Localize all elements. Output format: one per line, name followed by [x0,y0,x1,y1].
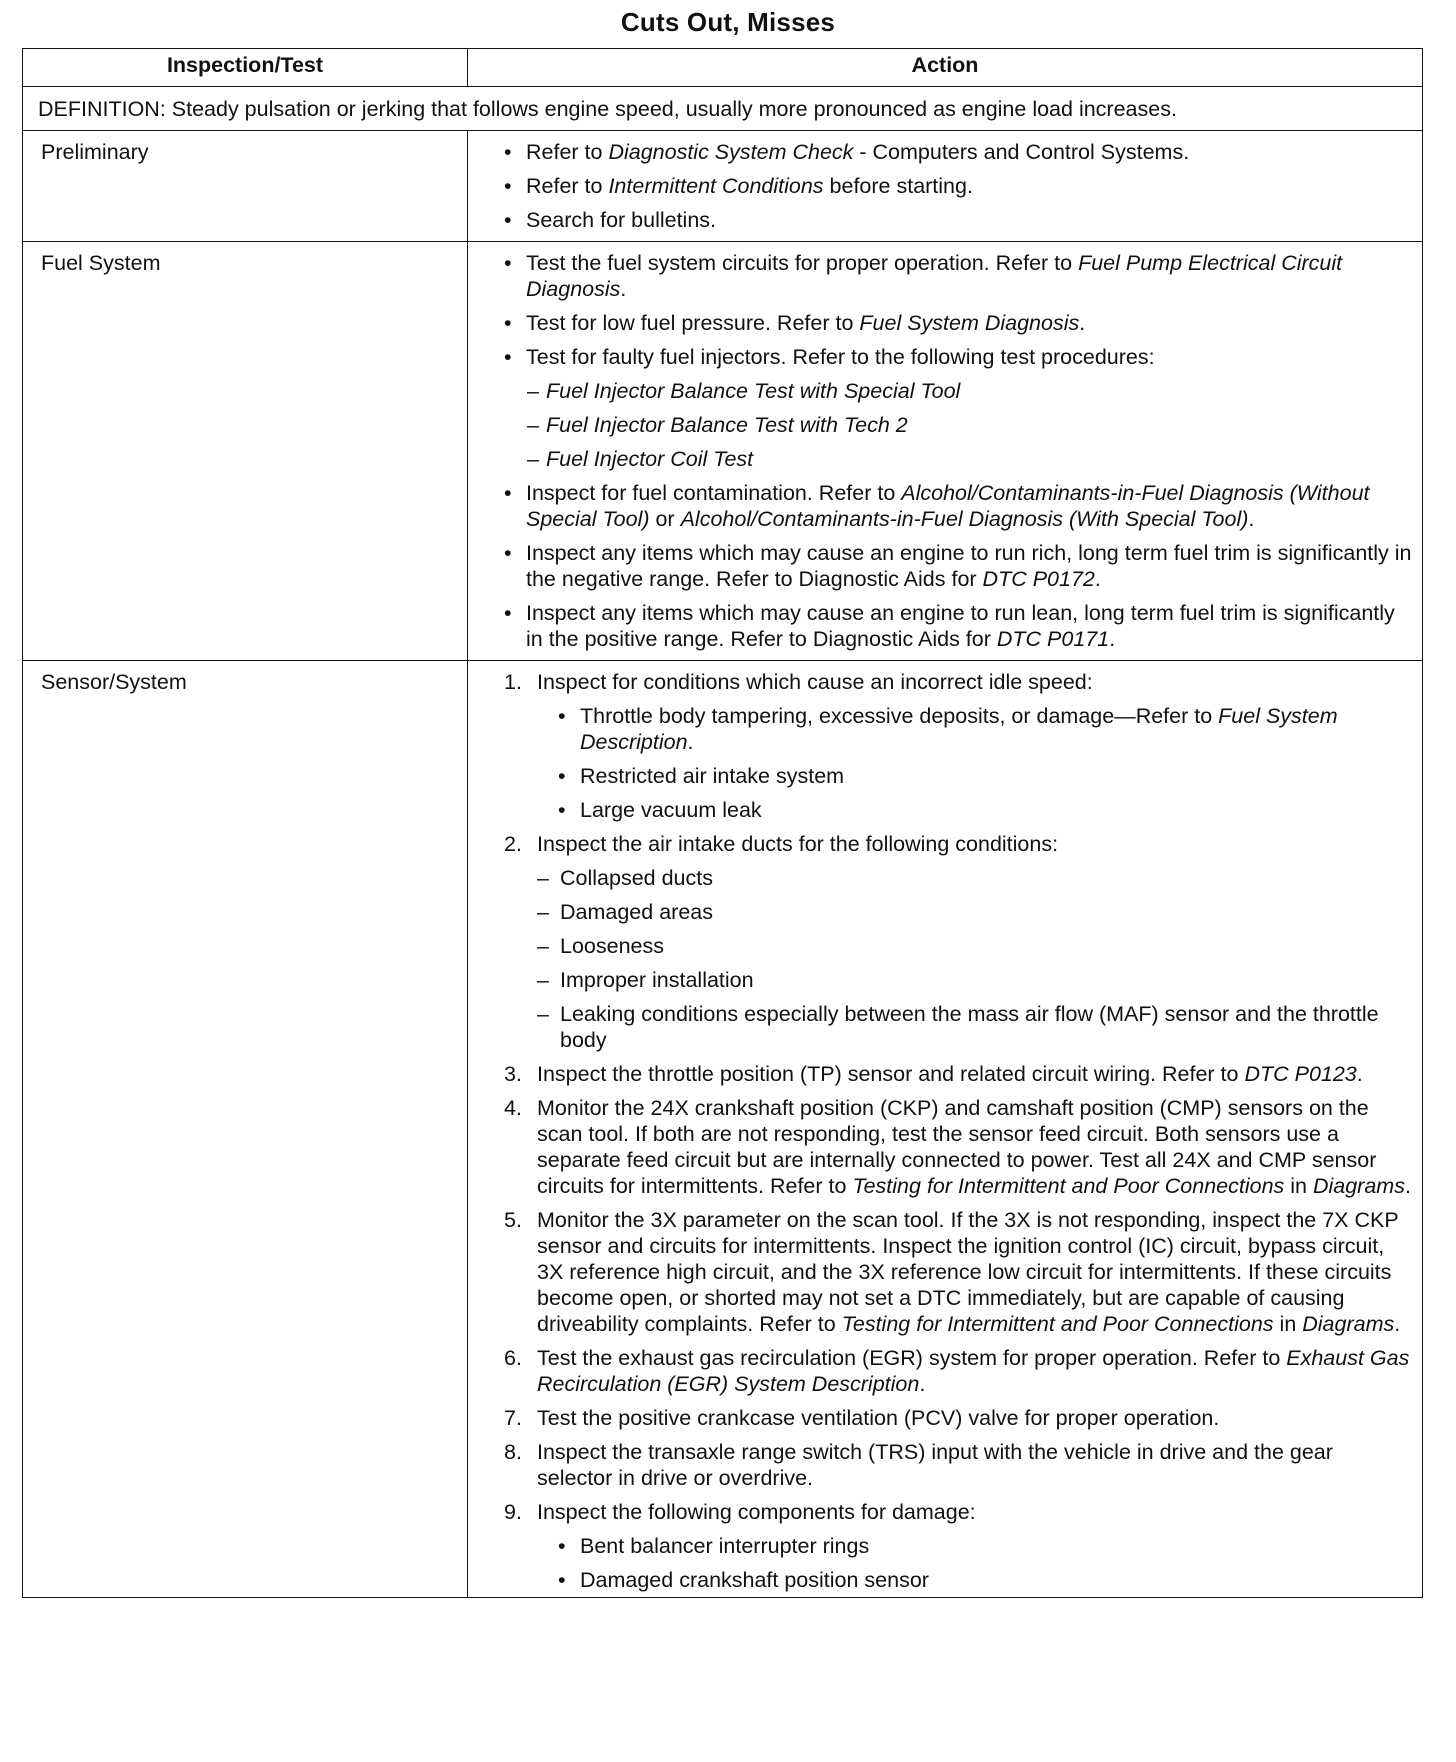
sensor-step-2-dash-3: – Looseness [537,934,664,958]
fuel-system-row [23,242,1423,661]
definition-row [23,87,1423,131]
sensor-step-2-dash-2: – Damaged areas [537,900,713,924]
fuel-subitem-2: – Fuel Injector Balance Test with Tech 2 [527,413,908,437]
sensor-step-9-bullet-1: • Bent balancer interrupter rings [504,1533,1412,1559]
sensor-step-2-dash-1: – Collapsed ducts [537,866,713,890]
sensor-step-5: 5. Monitor the 3X parameter on the scan tool. If the 3X is not responding, inspect the 7X CKP sensor and circuits for intermittents. Inspect the ignition control (IC) circuit, bypass circuit, 3X reference high circuit, and the 3X reference low circuit for intermittents. If these circuits become open, or shorted may not set a DTC immediately, but are capable of causing driveability complaints. Refer to Testing for Intermittent and Poor Connections in Diagrams. [504,1208,1401,1336]
sensor-step-7: 7. Test the positive crankcase ventilation (PCV) valve for proper operation. [504,1406,1220,1430]
sensor-step-4: 4. Monitor the 24X crankshaft position (CKP) and camshaft position (CMP) sensors on the scan tool. If both are not responding, test the sensor feed circuit. Both sensors use a separate feed circuit but are internally connected to power. Test all 24X and CMP sensor circuits for intermittents. Refer to Testing for Intermittent and Poor Connections in Diagrams. [504,1096,1411,1198]
sensor-step-9: 9. Inspect the following components for damage: [504,1500,976,1524]
sensor-step-9-bullet-2: • Damaged crankshaft position sensor [504,1567,1412,1593]
fuel-item-2: • Test for low fuel pressure. Refer to Fuel System Diagnosis. [504,310,1412,336]
fuel-item-3: • Test for faulty fuel injectors. Refer to the following test procedures: [504,344,1412,370]
sensor-step-6: 6. Test the exhaust gas recirculation (EGR) system for proper operation. Refer to Exhaust Gas Recirculation (EGR) System Description. [504,1346,1410,1396]
fuel-item-4: • Inspect for fuel contamination. Refer to Alcohol/Contaminants-in-Fuel Diagnosis (Without Special Tool) or Alcohol/Contaminants-in-Fuel Diagnosis (With Special Tool). [504,480,1412,532]
preliminary-item-3: • Search for bulletins. [504,207,1412,233]
sensor-step-2-dash-5: – Leaking conditions especially between the mass air flow (MAF) sensor and the throttle body [537,1002,1379,1052]
fuel-item-6: • Inspect any items which may cause an engine to run lean, long term fuel trim is significantly in the positive range. Refer to Diagnostic Aids for DTC P0171. [504,600,1412,652]
fuel-system-label: Fuel System [23,242,468,661]
sensor-step-8: 8. Inspect the transaxle range switch (TRS) input with the vehicle in drive and the gear selector in drive or overdrive. [504,1440,1333,1490]
preliminary-actions [468,131,1423,242]
sensor-system-row [23,661,1423,1598]
header-action: Action [468,49,1423,87]
sensor-step-1-bullet-2: • Restricted air intake system [504,763,1412,789]
diagnostic-table [22,48,1423,1598]
header-inspection-test: Inspection/Test [23,49,468,87]
definition-text: DEFINITION: Steady pulsation or jerking that follows engine speed, usually more pronounced as engine load increases. [23,87,1423,131]
fuel-subitem-1: – Fuel Injector Balance Test with Special Tool [527,379,961,403]
sensor-step-1-bullet-1: • Throttle body tampering, excessive deposits, or damage—Refer to Fuel System Description. [504,703,1412,755]
sensor-system-actions [468,661,1423,1598]
preliminary-label: Preliminary [23,131,468,242]
fuel-system-actions [468,242,1423,661]
sensor-step-2: 2. Inspect the air intake ducts for the following conditions: [504,832,1059,856]
preliminary-item-2: • Refer to Intermittent Conditions before starting. [504,173,1412,199]
header-row [23,49,1423,87]
sensor-step-3: 3. Inspect the throttle position (TP) sensor and related circuit wiring. Refer to DTC P0123. [504,1062,1363,1086]
fuel-item-5: • Inspect any items which may cause an engine to run rich, long term fuel trim is significantly in the negative range. Refer to Diagnostic Aids for DTC P0172. [504,540,1412,592]
sensor-system-label: Sensor/System [23,661,468,1598]
sensor-step-2-dash-4: – Improper installation [537,968,754,992]
page-title: Cuts Out, Misses [620,7,836,37]
fuel-item-1: • Test the fuel system circuits for proper operation. Refer to Fuel Pump Electrical Circuit Diagnosis. [504,250,1412,302]
preliminary-row [23,131,1423,242]
sensor-step-1-bullet-3: • Large vacuum leak [504,797,1412,823]
preliminary-item-1: • Refer to Diagnostic System Check - Computers and Control Systems. [504,139,1412,165]
sensor-step-1: 1. Inspect for conditions which cause an incorrect idle speed: [504,670,1093,694]
fuel-subitem-3: – Fuel Injector Coil Test [527,447,754,471]
